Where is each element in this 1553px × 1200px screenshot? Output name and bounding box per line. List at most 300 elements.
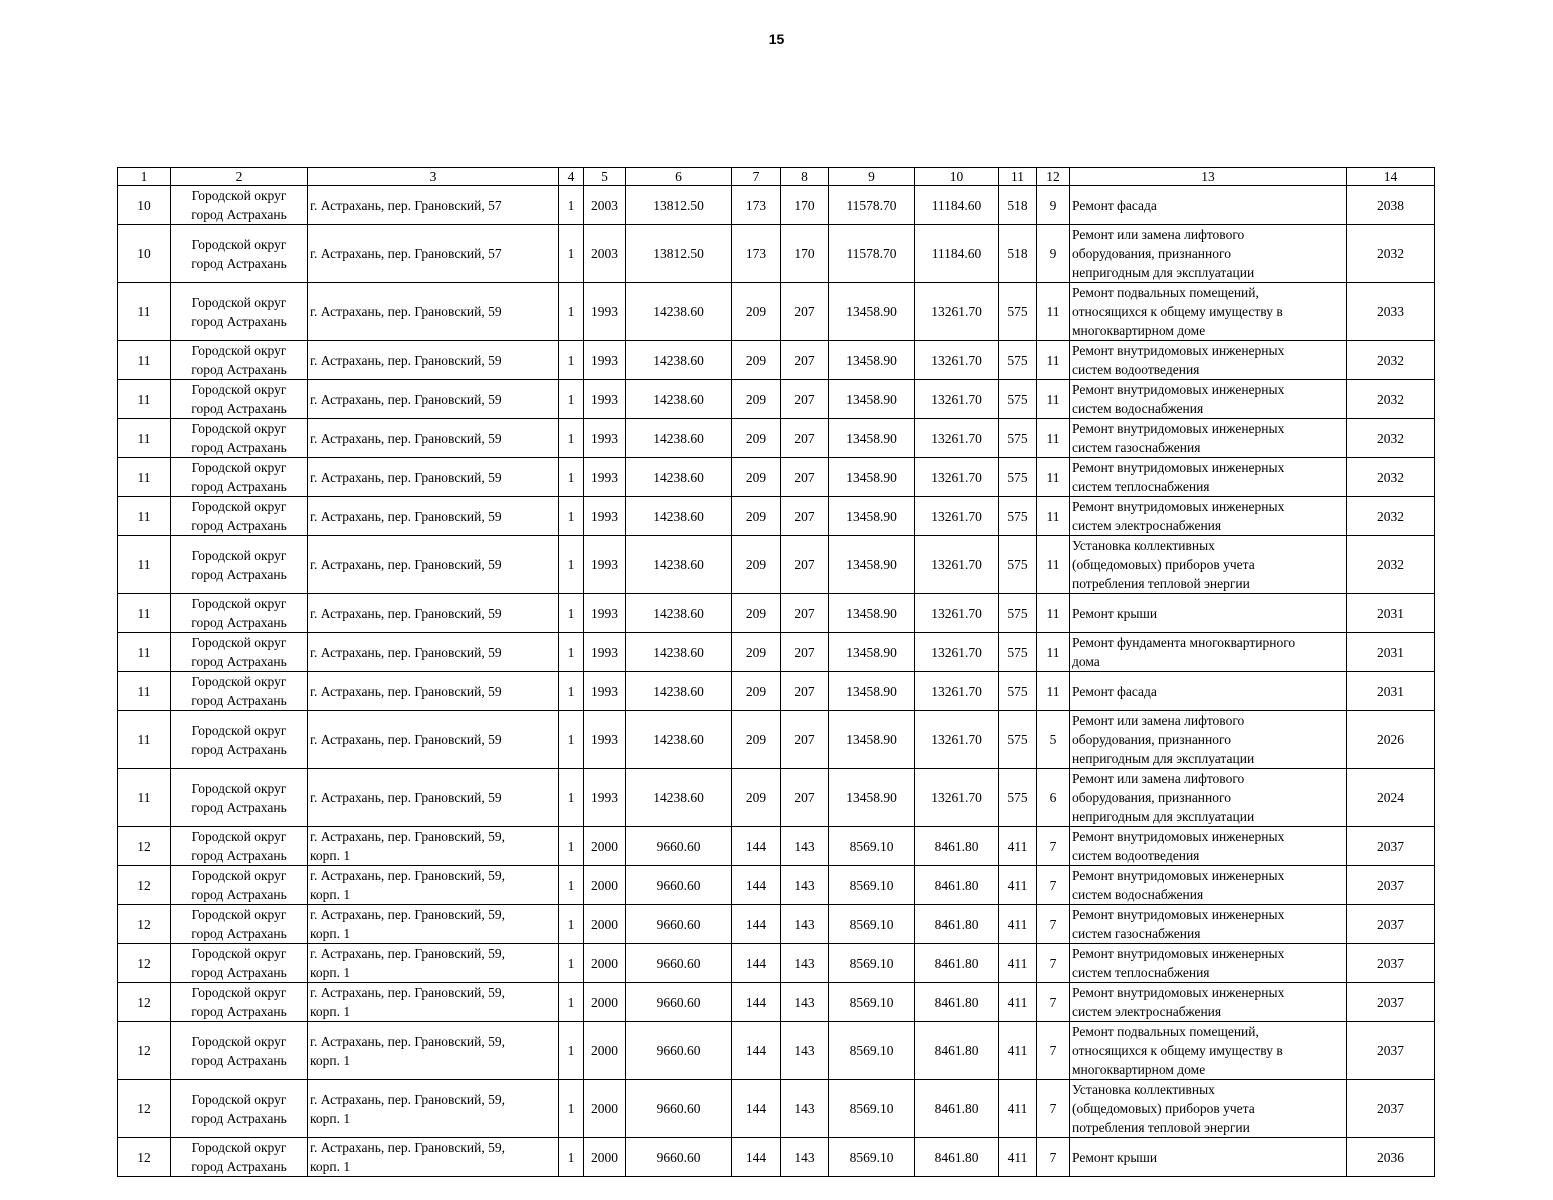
- col8-cell: 207: [781, 672, 829, 711]
- table-row: [118, 283, 1435, 341]
- planned-year-cell: 2032: [1347, 380, 1435, 419]
- col4-cell: 1: [559, 866, 584, 905]
- address-cell: г. Астрахань, пер. Грановский, 59, корп. 1: [308, 905, 559, 944]
- repair-type-cell: Ремонт или замена лифтового оборудования, признанного непригодным для эксплуатации: [1070, 711, 1347, 769]
- municipality-cell: Городской округ город Астрахань: [171, 1138, 308, 1177]
- row-number-cell: 12: [118, 983, 171, 1022]
- col11-cell: 411: [999, 1022, 1037, 1080]
- address-cell: г. Астрахань, пер. Грановский, 59: [308, 341, 559, 380]
- table-row: [118, 225, 1435, 283]
- total-area-cell: 14238.60: [626, 633, 732, 672]
- col9-cell: 8569.10: [829, 1138, 915, 1177]
- col8-cell: 143: [781, 827, 829, 866]
- col10-cell: 13261.70: [915, 283, 999, 341]
- municipality-cell: Городской округ город Астрахань: [171, 1022, 308, 1080]
- municipality-cell: Городской округ город Астрахань: [171, 186, 308, 225]
- col10-cell: 8461.80: [915, 944, 999, 983]
- column-header: 6: [626, 168, 732, 186]
- year-cell: 2003: [584, 186, 626, 225]
- total-area-cell: 14238.60: [626, 458, 732, 497]
- col12-cell: 7: [1037, 827, 1070, 866]
- planned-year-cell: 2037: [1347, 1080, 1435, 1138]
- col8-cell: 207: [781, 594, 829, 633]
- col10-cell: 8461.80: [915, 866, 999, 905]
- col12-cell: 7: [1037, 1022, 1070, 1080]
- planned-year-cell: 2037: [1347, 905, 1435, 944]
- col4-cell: 1: [559, 983, 584, 1022]
- row-number-cell: 12: [118, 827, 171, 866]
- col11-cell: 575: [999, 458, 1037, 497]
- row-number-cell: 11: [118, 672, 171, 711]
- col11-cell: 575: [999, 594, 1037, 633]
- col11-cell: 575: [999, 497, 1037, 536]
- address-cell: г. Астрахань, пер. Грановский, 59, корп. 1: [308, 1022, 559, 1080]
- col12-cell: 7: [1037, 983, 1070, 1022]
- col9-cell: 13458.90: [829, 380, 915, 419]
- planned-year-cell: 2032: [1347, 536, 1435, 594]
- column-header: 12: [1037, 168, 1070, 186]
- column-header: 2: [171, 168, 308, 186]
- table-row: [118, 866, 1435, 905]
- col11-cell: 518: [999, 225, 1037, 283]
- year-cell: 2000: [584, 1138, 626, 1177]
- table-row: [118, 458, 1435, 497]
- col8-cell: 207: [781, 341, 829, 380]
- col9-cell: 8569.10: [829, 866, 915, 905]
- col8-cell: 207: [781, 458, 829, 497]
- planned-year-cell: 2033: [1347, 283, 1435, 341]
- col10-cell: 13261.70: [915, 341, 999, 380]
- table-body: [118, 186, 1435, 1177]
- repair-type-cell: Ремонт или замена лифтового оборудования, признанного непригодным для эксплуатации: [1070, 225, 1347, 283]
- planned-year-cell: 2031: [1347, 594, 1435, 633]
- repair-type-cell: Ремонт внутридомовых инженерных систем теплоснабжения: [1070, 944, 1347, 983]
- col11-cell: 411: [999, 1080, 1037, 1138]
- total-area-cell: 9660.60: [626, 1138, 732, 1177]
- planned-year-cell: 2038: [1347, 186, 1435, 225]
- row-number-cell: 12: [118, 1080, 171, 1138]
- col10-cell: 13261.70: [915, 633, 999, 672]
- col10-cell: 13261.70: [915, 380, 999, 419]
- col7-cell: 209: [732, 536, 781, 594]
- planned-year-cell: 2032: [1347, 419, 1435, 458]
- total-area-cell: 14238.60: [626, 672, 732, 711]
- address-cell: г. Астрахань, пер. Грановский, 59, корп. 1: [308, 1138, 559, 1177]
- col11-cell: 411: [999, 1138, 1037, 1177]
- col10-cell: 8461.80: [915, 905, 999, 944]
- col4-cell: 1: [559, 225, 584, 283]
- col7-cell: 144: [732, 866, 781, 905]
- address-cell: г. Астрахань, пер. Грановский, 59: [308, 594, 559, 633]
- col11-cell: 411: [999, 983, 1037, 1022]
- col11-cell: 575: [999, 283, 1037, 341]
- col8-cell: 143: [781, 866, 829, 905]
- col12-cell: 11: [1037, 536, 1070, 594]
- repair-type-cell: Ремонт крыши: [1070, 1138, 1347, 1177]
- col10-cell: 8461.80: [915, 1022, 999, 1080]
- municipality-cell: Городской округ город Астрахань: [171, 1080, 308, 1138]
- col4-cell: 1: [559, 633, 584, 672]
- table-row: [118, 944, 1435, 983]
- address-cell: г. Астрахань, пер. Грановский, 59: [308, 380, 559, 419]
- planned-year-cell: 2032: [1347, 341, 1435, 380]
- col9-cell: 8569.10: [829, 1022, 915, 1080]
- year-cell: 1993: [584, 672, 626, 711]
- col12-cell: 11: [1037, 633, 1070, 672]
- repair-type-cell: Ремонт или замена лифтового оборудования, признанного непригодным для эксплуатации: [1070, 769, 1347, 827]
- municipality-cell: Городской округ город Астрахань: [171, 944, 308, 983]
- col9-cell: 13458.90: [829, 769, 915, 827]
- col7-cell: 144: [732, 1138, 781, 1177]
- row-number-cell: 11: [118, 633, 171, 672]
- planned-year-cell: 2037: [1347, 827, 1435, 866]
- col7-cell: 173: [732, 186, 781, 225]
- col8-cell: 207: [781, 497, 829, 536]
- year-cell: 2000: [584, 944, 626, 983]
- col8-cell: 143: [781, 1022, 829, 1080]
- col11-cell: 575: [999, 536, 1037, 594]
- repair-type-cell: Ремонт внутридомовых инженерных систем водоотведения: [1070, 827, 1347, 866]
- column-header: 14: [1347, 168, 1435, 186]
- address-cell: г. Астрахань, пер. Грановский, 57: [308, 186, 559, 225]
- total-area-cell: 14238.60: [626, 711, 732, 769]
- total-area-cell: 14238.60: [626, 594, 732, 633]
- col12-cell: 11: [1037, 672, 1070, 711]
- year-cell: 1993: [584, 769, 626, 827]
- table-row: [118, 1080, 1435, 1138]
- col12-cell: 11: [1037, 594, 1070, 633]
- address-cell: г. Астрахань, пер. Грановский, 59, корп. 1: [308, 1080, 559, 1138]
- col10-cell: 8461.80: [915, 983, 999, 1022]
- col4-cell: 1: [559, 380, 584, 419]
- table-row: [118, 672, 1435, 711]
- table-row: [118, 1022, 1435, 1080]
- col12-cell: 6: [1037, 769, 1070, 827]
- col11-cell: 411: [999, 827, 1037, 866]
- col12-cell: 11: [1037, 419, 1070, 458]
- col9-cell: 13458.90: [829, 536, 915, 594]
- col4-cell: 1: [559, 341, 584, 380]
- col7-cell: 144: [732, 1080, 781, 1138]
- municipality-cell: Городской округ город Астрахань: [171, 827, 308, 866]
- col10-cell: 13261.70: [915, 594, 999, 633]
- col4-cell: 1: [559, 769, 584, 827]
- col9-cell: 11578.70: [829, 186, 915, 225]
- col10-cell: 11184.60: [915, 225, 999, 283]
- total-area-cell: 14238.60: [626, 497, 732, 536]
- row-number-cell: 11: [118, 769, 171, 827]
- municipality-cell: Городской округ город Астрахань: [171, 905, 308, 944]
- col7-cell: 144: [732, 905, 781, 944]
- municipality-cell: Городской округ город Астрахань: [171, 769, 308, 827]
- row-number-cell: 11: [118, 283, 171, 341]
- planned-year-cell: 2024: [1347, 769, 1435, 827]
- address-cell: г. Астрахань, пер. Грановский, 59, корп. 1: [308, 827, 559, 866]
- repair-type-cell: Ремонт внутридомовых инженерных систем электроснабжения: [1070, 983, 1347, 1022]
- col4-cell: 1: [559, 186, 584, 225]
- col8-cell: 207: [781, 711, 829, 769]
- repair-type-cell: Ремонт внутридомовых инженерных систем газоснабжения: [1070, 905, 1347, 944]
- col7-cell: 173: [732, 225, 781, 283]
- col4-cell: 1: [559, 1022, 584, 1080]
- col9-cell: 13458.90: [829, 633, 915, 672]
- col10-cell: 13261.70: [915, 711, 999, 769]
- col4-cell: 1: [559, 536, 584, 594]
- col10-cell: 13261.70: [915, 769, 999, 827]
- col4-cell: 1: [559, 458, 584, 497]
- table-row: [118, 769, 1435, 827]
- col11-cell: 575: [999, 769, 1037, 827]
- col10-cell: 8461.80: [915, 1138, 999, 1177]
- repair-type-cell: Ремонт внутридомовых инженерных систем электроснабжения: [1070, 497, 1347, 536]
- col11-cell: 575: [999, 633, 1037, 672]
- col12-cell: 7: [1037, 866, 1070, 905]
- planned-year-cell: 2032: [1347, 225, 1435, 283]
- row-number-cell: 11: [118, 711, 171, 769]
- row-number-cell: 11: [118, 341, 171, 380]
- repair-type-cell: Ремонт внутридомовых инженерных систем газоснабжения: [1070, 419, 1347, 458]
- address-cell: г. Астрахань, пер. Грановский, 59: [308, 536, 559, 594]
- col7-cell: 209: [732, 497, 781, 536]
- municipality-cell: Городской округ город Астрахань: [171, 536, 308, 594]
- capital-repair-table: [117, 167, 1435, 1177]
- repair-type-cell: Ремонт фасада: [1070, 672, 1347, 711]
- total-area-cell: 14238.60: [626, 536, 732, 594]
- col7-cell: 144: [732, 944, 781, 983]
- year-cell: 2000: [584, 866, 626, 905]
- table-row: [118, 380, 1435, 419]
- col10-cell: 13261.70: [915, 497, 999, 536]
- municipality-cell: Городской округ город Астрахань: [171, 497, 308, 536]
- col9-cell: 13458.90: [829, 419, 915, 458]
- col8-cell: 207: [781, 283, 829, 341]
- row-number-cell: 11: [118, 380, 171, 419]
- col11-cell: 518: [999, 186, 1037, 225]
- address-cell: г. Астрахань, пер. Грановский, 59, корп. 1: [308, 983, 559, 1022]
- col12-cell: 11: [1037, 341, 1070, 380]
- col8-cell: 143: [781, 944, 829, 983]
- col8-cell: 207: [781, 536, 829, 594]
- row-number-cell: 12: [118, 1138, 171, 1177]
- column-header: 13: [1070, 168, 1347, 186]
- row-number-cell: 11: [118, 594, 171, 633]
- col4-cell: 1: [559, 1138, 584, 1177]
- year-cell: 1993: [584, 380, 626, 419]
- col4-cell: 1: [559, 594, 584, 633]
- row-number-cell: 12: [118, 866, 171, 905]
- row-number-cell: 12: [118, 944, 171, 983]
- col9-cell: 13458.90: [829, 458, 915, 497]
- municipality-cell: Городской округ город Астрахань: [171, 983, 308, 1022]
- year-cell: 2000: [584, 1080, 626, 1138]
- year-cell: 1993: [584, 536, 626, 594]
- column-header: 3: [308, 168, 559, 186]
- municipality-cell: Городской округ город Астрахань: [171, 633, 308, 672]
- total-area-cell: 9660.60: [626, 944, 732, 983]
- repair-type-cell: Ремонт внутридомовых инженерных систем водоснабжения: [1070, 380, 1347, 419]
- col8-cell: 143: [781, 905, 829, 944]
- col11-cell: 575: [999, 672, 1037, 711]
- year-cell: 2000: [584, 1022, 626, 1080]
- repair-type-cell: Установка коллективных (общедомовых) приборов учета потребления тепловой энергии: [1070, 1080, 1347, 1138]
- table-row: [118, 633, 1435, 672]
- year-cell: 2000: [584, 905, 626, 944]
- address-cell: г. Астрахань, пер. Грановский, 59: [308, 419, 559, 458]
- address-cell: г. Астрахань, пер. Грановский, 59: [308, 769, 559, 827]
- year-cell: 1993: [584, 419, 626, 458]
- col4-cell: 1: [559, 711, 584, 769]
- col7-cell: 209: [732, 633, 781, 672]
- table-row: [118, 827, 1435, 866]
- col4-cell: 1: [559, 827, 584, 866]
- total-area-cell: 14238.60: [626, 769, 732, 827]
- municipality-cell: Городской округ город Астрахань: [171, 458, 308, 497]
- col8-cell: 143: [781, 1138, 829, 1177]
- total-area-cell: 9660.60: [626, 827, 732, 866]
- address-cell: г. Астрахань, пер. Грановский, 59: [308, 283, 559, 341]
- address-cell: г. Астрахань, пер. Грановский, 59, корп. 1: [308, 866, 559, 905]
- col8-cell: 170: [781, 225, 829, 283]
- column-header: 5: [584, 168, 626, 186]
- col12-cell: 11: [1037, 458, 1070, 497]
- repair-type-cell: Установка коллективных (общедомовых) приборов учета потребления тепловой энергии: [1070, 536, 1347, 594]
- table-row: [118, 497, 1435, 536]
- year-cell: 1993: [584, 341, 626, 380]
- row-number-cell: 12: [118, 1022, 171, 1080]
- total-area-cell: 9660.60: [626, 866, 732, 905]
- col12-cell: 7: [1037, 944, 1070, 983]
- planned-year-cell: 2037: [1347, 944, 1435, 983]
- municipality-cell: Городской округ город Астрахань: [171, 711, 308, 769]
- col7-cell: 144: [732, 827, 781, 866]
- repair-type-cell: Ремонт подвальных помещений, относящихся к общему имуществу в многоквартирном доме: [1070, 1022, 1347, 1080]
- municipality-cell: Городской округ город Астрахань: [171, 283, 308, 341]
- col4-cell: 1: [559, 283, 584, 341]
- address-cell: г. Астрахань, пер. Грановский, 59: [308, 497, 559, 536]
- col9-cell: 11578.70: [829, 225, 915, 283]
- year-cell: 1993: [584, 283, 626, 341]
- row-number-cell: 12: [118, 905, 171, 944]
- col8-cell: 143: [781, 983, 829, 1022]
- col11-cell: 575: [999, 341, 1037, 380]
- planned-year-cell: 2037: [1347, 1022, 1435, 1080]
- municipality-cell: Городской округ город Астрахань: [171, 594, 308, 633]
- page-number: 15: [768, 31, 785, 47]
- table-row: [118, 536, 1435, 594]
- col12-cell: 7: [1037, 905, 1070, 944]
- column-header: 11: [999, 168, 1037, 186]
- col7-cell: 144: [732, 983, 781, 1022]
- col9-cell: 13458.90: [829, 672, 915, 711]
- planned-year-cell: 2026: [1347, 711, 1435, 769]
- col7-cell: 209: [732, 341, 781, 380]
- municipality-cell: Городской округ город Астрахань: [171, 225, 308, 283]
- planned-year-cell: 2037: [1347, 983, 1435, 1022]
- planned-year-cell: 2037: [1347, 866, 1435, 905]
- year-cell: 1993: [584, 497, 626, 536]
- col4-cell: 1: [559, 497, 584, 536]
- col10-cell: 13261.70: [915, 419, 999, 458]
- total-area-cell: 13812.50: [626, 225, 732, 283]
- row-number-cell: 11: [118, 536, 171, 594]
- table-row: [118, 711, 1435, 769]
- total-area-cell: 9660.60: [626, 1080, 732, 1138]
- col12-cell: 11: [1037, 283, 1070, 341]
- col11-cell: 411: [999, 944, 1037, 983]
- col9-cell: 13458.90: [829, 341, 915, 380]
- total-area-cell: 14238.60: [626, 419, 732, 458]
- year-cell: 2000: [584, 827, 626, 866]
- col7-cell: 209: [732, 711, 781, 769]
- col8-cell: 207: [781, 380, 829, 419]
- col10-cell: 13261.70: [915, 536, 999, 594]
- table-row: [118, 419, 1435, 458]
- row-number-cell: 10: [118, 186, 171, 225]
- municipality-cell: Городской округ город Астрахань: [171, 672, 308, 711]
- municipality-cell: Городской округ город Астрахань: [171, 866, 308, 905]
- col11-cell: 411: [999, 866, 1037, 905]
- col9-cell: 13458.90: [829, 497, 915, 536]
- col12-cell: 5: [1037, 711, 1070, 769]
- total-area-cell: 14238.60: [626, 283, 732, 341]
- address-cell: г. Астрахань, пер. Грановский, 57: [308, 225, 559, 283]
- total-area-cell: 9660.60: [626, 1022, 732, 1080]
- col7-cell: 209: [732, 419, 781, 458]
- col10-cell: 13261.70: [915, 458, 999, 497]
- col9-cell: 13458.90: [829, 594, 915, 633]
- col9-cell: 8569.10: [829, 983, 915, 1022]
- col12-cell: 9: [1037, 186, 1070, 225]
- col7-cell: 209: [732, 769, 781, 827]
- address-cell: г. Астрахань, пер. Грановский, 59, корп. 1: [308, 944, 559, 983]
- col9-cell: 13458.90: [829, 283, 915, 341]
- table-row: [118, 186, 1435, 225]
- table-row: [118, 905, 1435, 944]
- col7-cell: 144: [732, 1022, 781, 1080]
- repair-type-cell: Ремонт крыши: [1070, 594, 1347, 633]
- year-cell: 1993: [584, 458, 626, 497]
- table-row: [118, 1138, 1435, 1177]
- table-row: [118, 341, 1435, 380]
- column-header: 1: [118, 168, 171, 186]
- row-number-cell: 11: [118, 458, 171, 497]
- column-header: 8: [781, 168, 829, 186]
- col12-cell: 7: [1037, 1138, 1070, 1177]
- col7-cell: 209: [732, 283, 781, 341]
- col10-cell: 8461.80: [915, 1080, 999, 1138]
- col4-cell: 1: [559, 944, 584, 983]
- row-number-cell: 11: [118, 497, 171, 536]
- repair-type-cell: Ремонт фундамента многоквартирного дома: [1070, 633, 1347, 672]
- col11-cell: 575: [999, 380, 1037, 419]
- address-cell: г. Астрахань, пер. Грановский, 59: [308, 711, 559, 769]
- col7-cell: 209: [732, 380, 781, 419]
- municipality-cell: Городской округ город Астрахань: [171, 380, 308, 419]
- total-area-cell: 13812.50: [626, 186, 732, 225]
- header-row: [118, 168, 1435, 186]
- col7-cell: 209: [732, 594, 781, 633]
- year-cell: 2003: [584, 225, 626, 283]
- year-cell: 1993: [584, 711, 626, 769]
- address-cell: г. Астрахань, пер. Грановский, 59: [308, 672, 559, 711]
- column-header: 7: [732, 168, 781, 186]
- column-header: 9: [829, 168, 915, 186]
- planned-year-cell: 2036: [1347, 1138, 1435, 1177]
- col10-cell: 13261.70: [915, 672, 999, 711]
- col9-cell: 8569.10: [829, 905, 915, 944]
- col9-cell: 8569.10: [829, 944, 915, 983]
- total-area-cell: 14238.60: [626, 341, 732, 380]
